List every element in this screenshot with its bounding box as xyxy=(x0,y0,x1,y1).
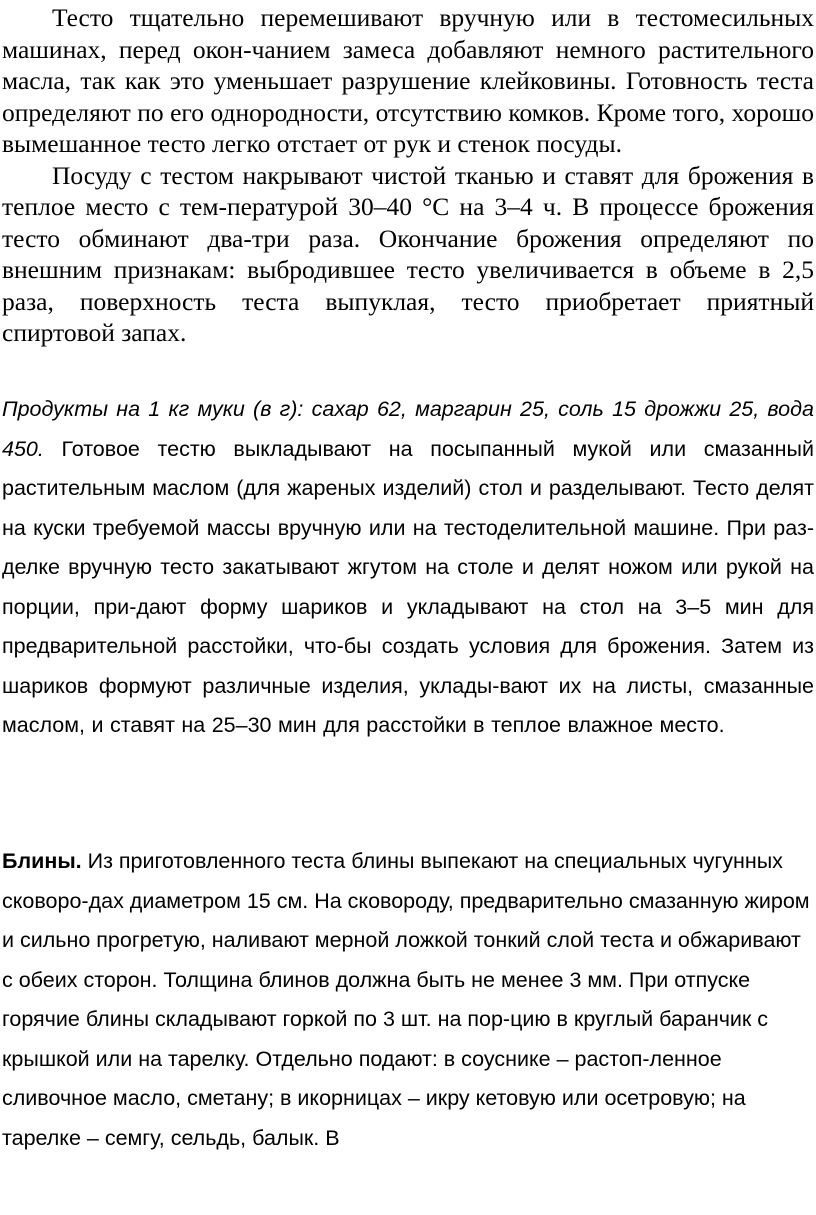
section-blini xyxy=(2,842,814,1158)
paragraph-blini xyxy=(2,842,814,1158)
paragraph-dough-shaping xyxy=(2,390,814,746)
serif-text-block xyxy=(2,2,814,349)
section-heading-blini: Блины. xyxy=(2,849,82,873)
paragraph-dough-mixing: Тесто тщательно перемешивают вручную или в тестомесильных машинах, перед окон-чанием замеса добавляют немного растительного масла, так как это уменьшает разрушение клейковины. Готовность теста определяют по его однородности, отсутствию комков. Кроме того, хорошо вымешанное тесто легко отстает от рук и стенок посуды. xyxy=(2,3,814,158)
paragraph-blini-text: Из приготовленного теста блины выпекают на специальных чугунных сковоро-дах диаметром 15 см. На сковороду, предварительно смазанную жиром и сильно прогретую, наливают мерной ложкой тонкий слой теста и обжаривают с обеих сторон. Толщина блинов должна быть не менее 3 мм. При отпуске горячие блины складывают горкой по 3 шт. на пор-цию в круглый баранчик с крышкой или на тарелку. Отдельно подают: в соуснике – растоп-ленное сливочное масло, сметану; в икорницах – икру кетовую или осетровую; на тарелке – семгу, сельдь, балык. В xyxy=(2,849,810,1150)
paragraph-dough-shaping-text: Готовое тестю выкладывают на посыпанный мукой или смазанный растительным маслом (для жареных изделий) стол и разделывают. Тесто делят на куски требуемой массы вручную или на тестоделительной машине. При раз-делке вручную тесто закатывают жгутом на столе и делят ножом или рукой на порции, при-дают форму шариков и укладывают на стол на 3–5 мин для предварительной расстойки, что-бы создать условия для брожения. Затем из шариков формуют различные изделия, уклады-вают их на листы, смазанные маслом, и ставят на 25–30 мин для расстойки в теплое влажное место. xyxy=(2,436,814,737)
ingredients-note: Продукты на 1 кг муки (в г): сахар 62, маргарин 25, соль 15 дрожжи 25, вода 450. xyxy=(2,397,814,461)
sans-text-block xyxy=(2,390,814,746)
paragraph-dough-fermentation: Посуду с тестом накрывают чистой тканью и ставят для брожения в теплое место с тем-пературой 30–40 °С на 3–4 ч. В процессе брожения тесто обминают два-три раза. Окончание брожения определяют по внешним признакам: выбродившее тесто увеличивается в объеме в 2,5 раза, поверхность теста выпуклая, тесто приобретает приятный спиртовой запах. xyxy=(2,160,814,347)
